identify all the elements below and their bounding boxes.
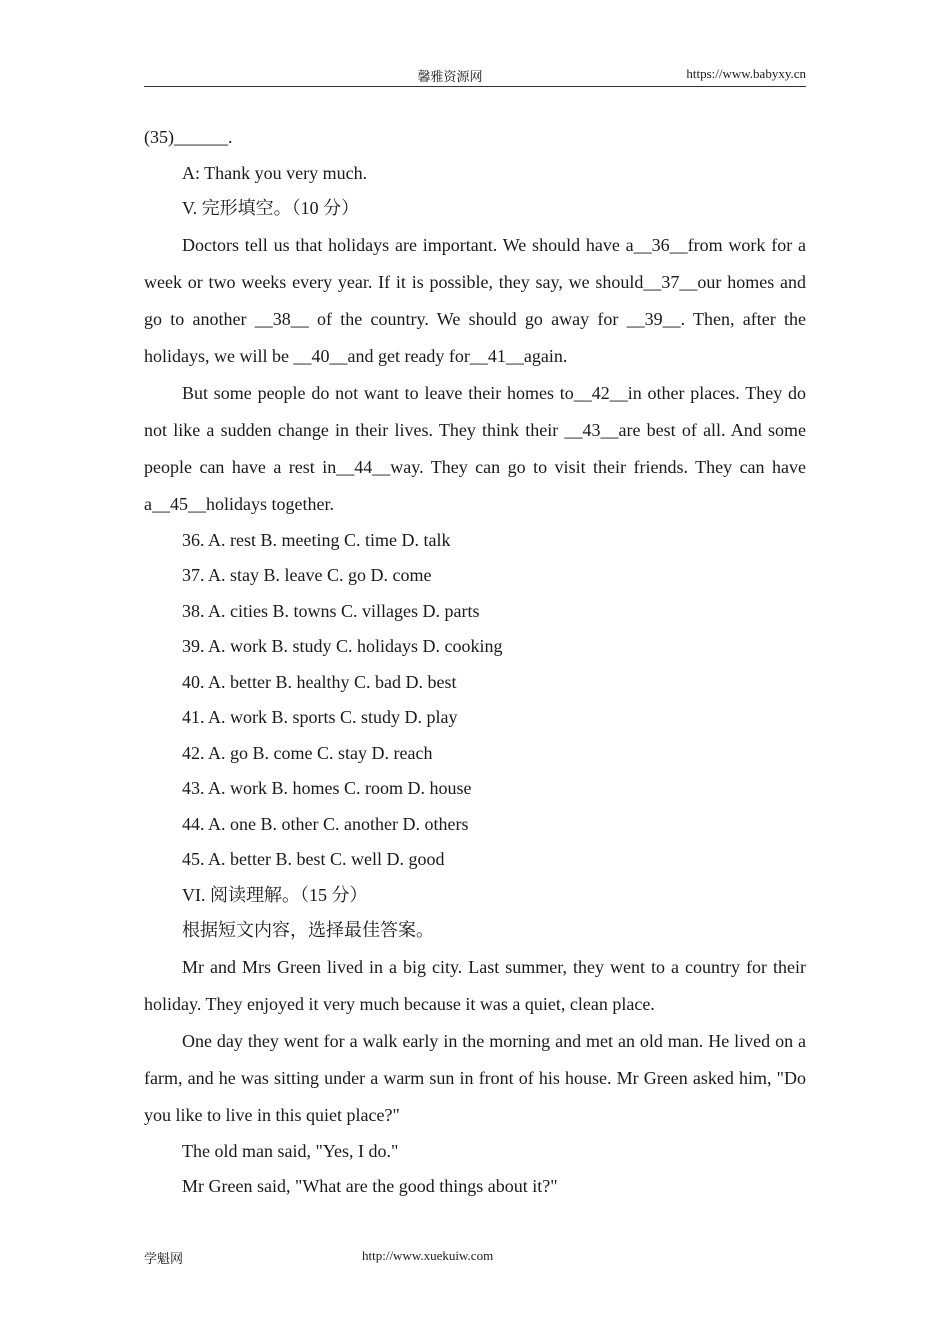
reading-passage	[144, 949, 806, 1134]
reading-line: Mr Green said, "What are the good things about it?"	[182, 1176, 558, 1196]
option-line: 38. A. cities B. towns C. villages D. parts	[182, 600, 480, 621]
option-line: 40. A. better B. healthy C. bad D. best	[182, 671, 457, 692]
option-line: 45. A. better B. best C. well D. good	[182, 849, 445, 869]
dialogue-line: A: Thank you very much.	[182, 162, 368, 183]
option-line: 41. A. work B. sports C. study D. play	[182, 707, 458, 727]
reading-paragraph: Mr and Mrs Green lived in a big city. Last summer, they went to a country for their holiday. They enjoyed it very much because it was a quiet, clean place.	[144, 956, 806, 1014]
option-line: 43. A. work B. homes C. room D. house	[182, 778, 472, 798]
cloze-paragraph: Doctors tell us that holidays are important. We should have a__36__from work for a week or two weeks every year. If it is possible, they say, we should__37__our homes and go to another __38__ of the country. We should go away for __39__. Then, after the holidays, we will be __40__and get ready for__41__again.	[144, 234, 806, 366]
cloze-paragraph: But some people do not want to leave their homes to__42__in other places. They do not like a sudden change in their lives. They think their __43__are best of all. And some people can have a rest in__44__way. They can go to visit their friends. They can have a__45__holidays together.	[144, 382, 806, 514]
answer-blank-35: (35)______.	[144, 127, 233, 147]
cloze-passage	[144, 227, 806, 523]
section-title-reading: VI. 阅读理解。（15 分）	[182, 884, 368, 905]
footer-site-name: 学魁网	[144, 1251, 184, 1266]
option-line: 44. A. one B. other C. another D. others	[182, 813, 469, 834]
option-line: 36. A. rest B. meeting C. time D. talk	[182, 529, 451, 550]
option-line: 39. A. work B. study C. holidays D. cooking	[182, 636, 503, 656]
header-site-name: 馨雅资源网	[417, 69, 483, 84]
document-body	[144, 120, 806, 1205]
section-title-cloze: V. 完形填空。（10 分）	[182, 198, 360, 218]
reading-line: The old man said, "Yes, I do."	[182, 1140, 399, 1161]
footer-url[interactable]: http://www.xuekuiw.com	[362, 1248, 494, 1263]
page-header	[144, 66, 806, 87]
option-line: 37. A. stay B. leave C. go D. come	[182, 565, 432, 585]
header-url[interactable]: https://www.babyxy.cn	[686, 66, 806, 81]
section-instruction: 根据短文内容，选择最佳答案。	[182, 920, 434, 940]
reading-paragraph: One day they went for a walk early in the morning and met an old man. He lived on a farm, and he was sitting under a warm sun in front of his house. Mr Green asked him, "Do you like to live in this quiet place?"	[144, 1030, 806, 1125]
option-line: 42. A. go B. come C. stay D. reach	[182, 742, 433, 763]
